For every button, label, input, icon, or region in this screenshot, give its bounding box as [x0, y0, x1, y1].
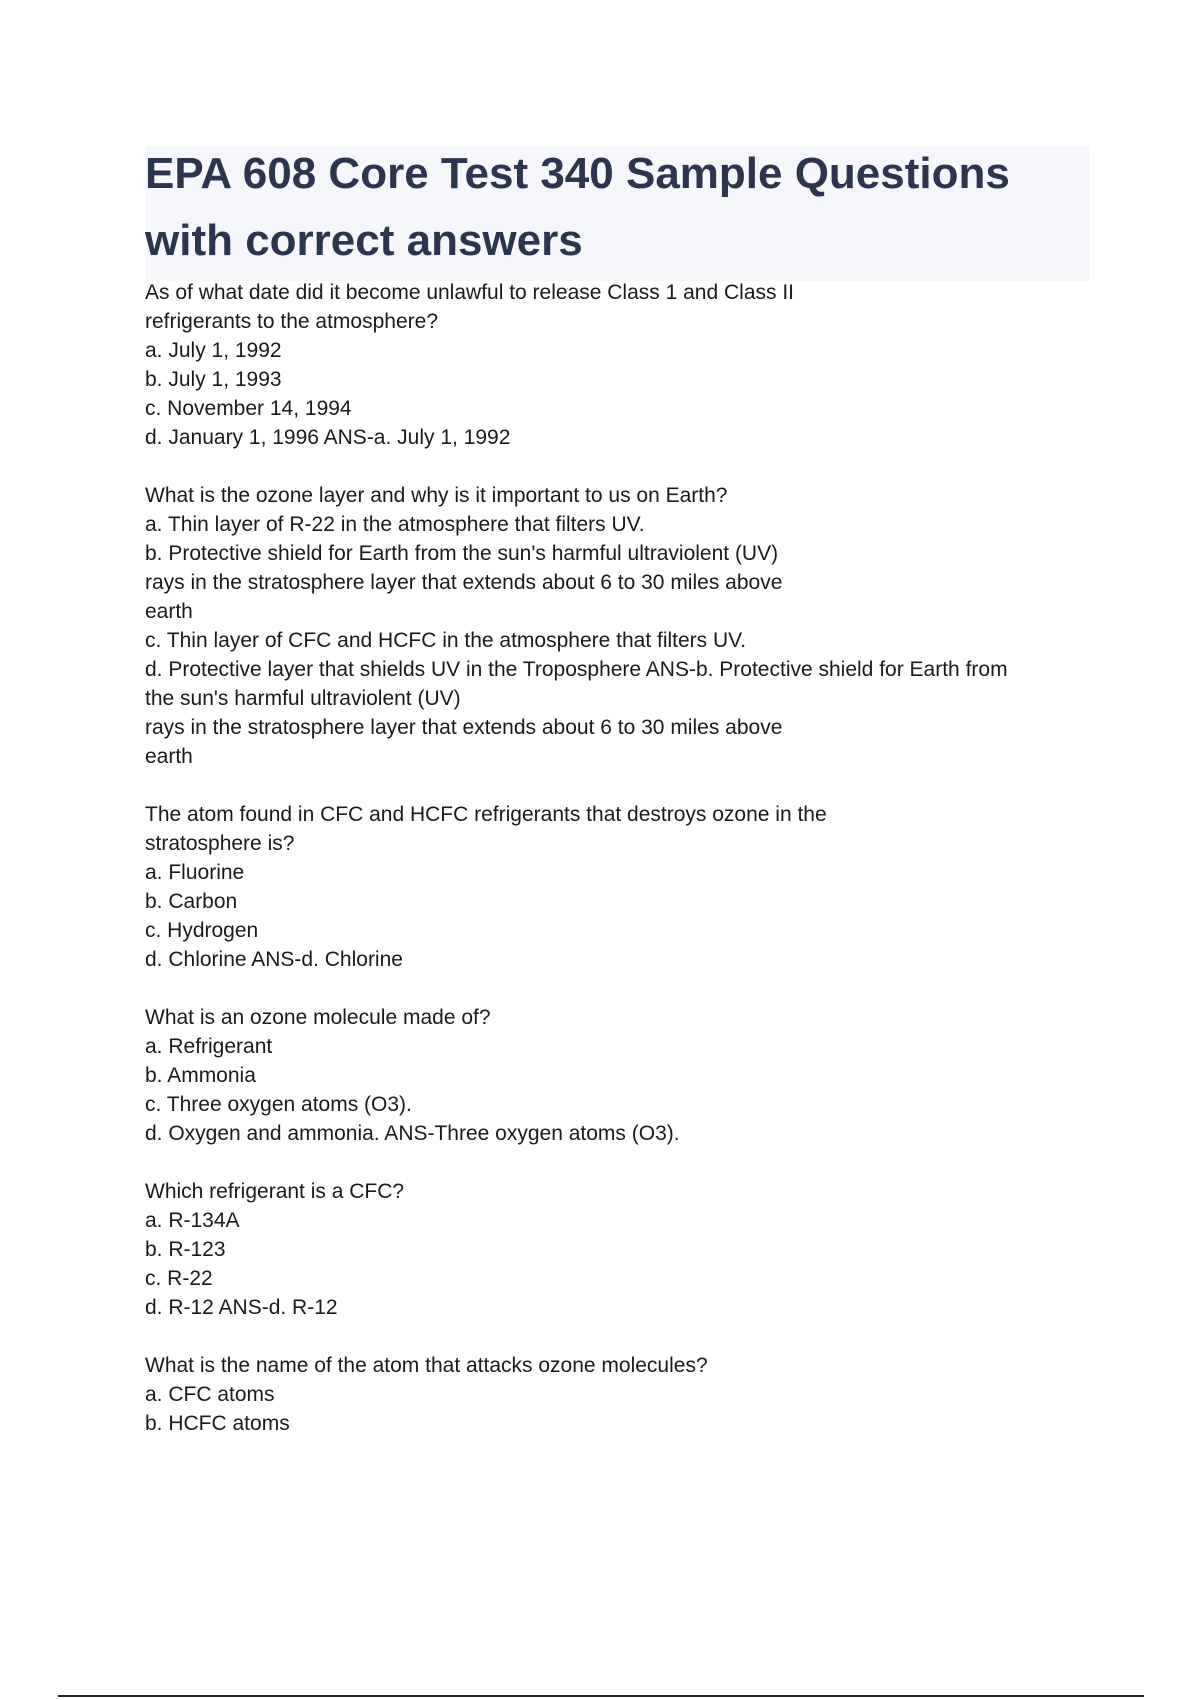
question-line: d. January 1, 1996 ANS-a. July 1, 1992: [145, 426, 511, 449]
question-line: d. Oxygen and ammonia. ANS-Three oxygen atoms (O3).: [145, 1122, 680, 1145]
question-line: earth: [145, 745, 193, 768]
question-block: [145, 481, 1089, 771]
question-block: [145, 1351, 1089, 1438]
question-line: a. Thin layer of R-22 in the atmosphere that filters UV.: [145, 513, 645, 536]
question-line: a. Refrigerant: [145, 1035, 273, 1058]
title-line-1: EPA 608 Core Test 340 Sample Questions: [145, 149, 1010, 198]
question-line: a. July 1, 1992: [145, 339, 282, 362]
title-line-2: with correct answers: [145, 216, 583, 265]
question-block: [145, 800, 1089, 974]
question-line: the sun's harmful ultraviolent (UV): [145, 687, 461, 710]
question-line: d. R-12 ANS-d. R-12: [145, 1296, 338, 1319]
question-line: refrigerants to the atmosphere?: [145, 310, 438, 333]
question-line: b. Ammonia: [145, 1064, 256, 1087]
question-block: [145, 1003, 1089, 1148]
question-line: c. November 14, 1994: [145, 397, 352, 420]
question-text: What is the ozone layer and why is it important to us on Earth?: [145, 484, 728, 507]
question-line: c. Thin layer of CFC and HCFC in the atmosphere that filters UV.: [145, 629, 747, 652]
question-line: d. Chlorine ANS-d. Chlorine: [145, 948, 403, 971]
question-line: c. Three oxygen atoms (O3).: [145, 1093, 412, 1116]
question-line: a. R-134A: [145, 1209, 240, 1232]
question-line: a. CFC atoms: [145, 1383, 275, 1406]
page-title: [145, 140, 1089, 274]
question-line: stratosphere is?: [145, 832, 295, 855]
footer-divider: [58, 1695, 1144, 1697]
question-line: b. Carbon: [145, 890, 238, 913]
question-line: b. R-123: [145, 1238, 226, 1261]
question-line: rays in the stratosphere layer that extends about 6 to 30 miles above: [145, 571, 783, 594]
question-list: [145, 278, 1089, 1467]
question-line: d. Protective layer that shields UV in the Troposphere ANS-b. Protective shield for Earth from: [145, 658, 1008, 681]
question-line: a. Fluorine: [145, 861, 245, 884]
question-line: c. Hydrogen: [145, 919, 259, 942]
question-text: As of what date did it become unlawful to release Class 1 and Class II: [145, 281, 795, 304]
question-text: The atom found in CFC and HCFC refrigerants that destroys ozone in the: [145, 803, 827, 826]
question-line: b. July 1, 1993: [145, 368, 282, 391]
question-line: rays in the stratosphere layer that extends about 6 to 30 miles above: [145, 716, 783, 739]
question-line: b. HCFC atoms: [145, 1412, 290, 1435]
question-block: [145, 1177, 1089, 1322]
question-line: b. Protective shield for Earth from the sun's harmful ultraviolent (UV): [145, 542, 779, 565]
question-line: earth: [145, 600, 193, 623]
question-text: Which refrigerant is a CFC?: [145, 1180, 405, 1203]
question-text: What is an ozone molecule made of?: [145, 1006, 491, 1029]
question-block: [145, 278, 1089, 452]
question-line: c. R-22: [145, 1267, 213, 1290]
question-text: What is the name of the atom that attacks ozone molecules?: [145, 1354, 708, 1377]
